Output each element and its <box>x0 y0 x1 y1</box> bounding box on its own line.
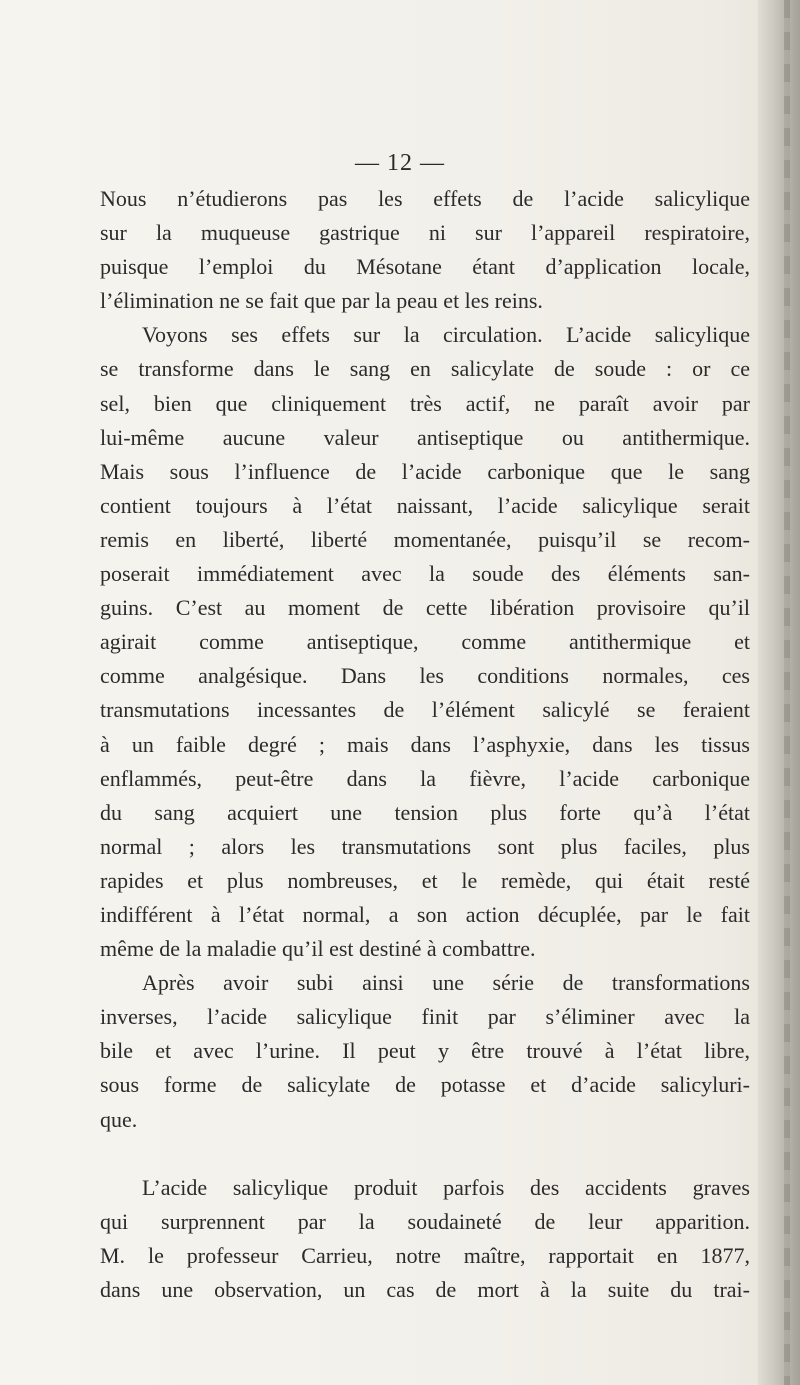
text-line: lui-même aucune valeur antiseptique ou antithermique. <box>100 424 750 450</box>
text-line: se transforme dans le sang en salicylate de soude : or ce <box>100 356 750 382</box>
text-line: sel, bien que cliniquement très actif, ne paraît avoir par <box>100 390 750 416</box>
text-line: transmutations incessantes de l’élément salicylé se feraient <box>100 697 750 723</box>
text-line: qui surprennent par la soudaineté de leur apparition. <box>100 1208 750 1234</box>
text-line: puisque l’emploi du Mésotane étant d’application locale, <box>100 254 750 280</box>
text-line: Après avoir subi ainsi une série de transformations <box>142 970 750 996</box>
text-line: poserait immédiatement avec la soude des éléments san- <box>100 561 750 587</box>
text-line: que. <box>100 1106 138 1132</box>
text-line: l’élimination ne se fait que par la peau et les reins. <box>100 288 543 314</box>
text-line: inverses, l’acide salicylique finit par s’éliminer avec la <box>100 1004 750 1030</box>
paragraph-gap <box>100 1137 750 1171</box>
paragraph <box>100 966 750 1136</box>
text-line: M. le professeur Carrieu, notre maître, rapportait en 1877, <box>100 1242 750 1268</box>
text-line: rapides et plus nombreuses, et le remède, qui était resté <box>100 867 750 893</box>
text-line: Mais sous l’influence de l’acide carbonique que le sang <box>100 458 750 484</box>
text-line: bile et avec l’urine. Il peut y être trouvé à l’état libre, <box>100 1038 750 1064</box>
text-line: à un faible degré ; mais dans l’asphyxie, dans les tissus <box>100 731 750 757</box>
text-line: remis en liberté, liberté momentanée, puisqu’il se recom- <box>100 526 750 552</box>
text-line: Voyons ses effets sur la circulation. L’acide salicylique <box>142 322 750 348</box>
paragraph <box>100 1171 750 1307</box>
text-line: même de la maladie qu’il est destiné à combattre. <box>100 936 536 962</box>
body-text <box>100 182 750 1307</box>
text-line: sous forme de salicylate de potasse et d’acide salicyluri- <box>100 1072 750 1098</box>
text-line: guins. C’est au moment de cette libération provisoire qu’il <box>100 595 750 621</box>
text-line: dans une observation, un cas de mort à la suite du trai- <box>100 1276 750 1302</box>
text-line: contient toujours à l’état naissant, l’acide salicylique serait <box>100 492 750 518</box>
paragraph <box>100 182 750 318</box>
text-line: Nous n’étudierons pas les effets de l’acide salicylique <box>100 186 750 211</box>
text-line: du sang acquiert une tension plus forte qu’à l’état <box>100 799 750 825</box>
page-edge-shadow <box>758 0 800 1385</box>
paragraph <box>100 318 750 966</box>
text-line: L’acide salicylique produit parfois des accidents graves <box>142 1174 750 1200</box>
page-number: — 12 — <box>355 150 445 176</box>
text-line: sur la muqueuse gastrique ni sur l’appareil respiratoire, <box>100 220 750 246</box>
text-line: normal ; alors les transmutations sont plus faciles, plus <box>100 833 750 859</box>
text-line: agirait comme antiseptique, comme antithermique et <box>100 629 750 655</box>
page-edge-texture <box>784 0 790 1385</box>
text-line: comme analgésique. Dans les conditions normales, ces <box>100 663 750 689</box>
text-line: indifférent à l’état normal, a son action décuplée, par le fait <box>100 901 750 927</box>
text-line: enflammés, peut-être dans la fièvre, l’acide carbonique <box>100 765 750 791</box>
